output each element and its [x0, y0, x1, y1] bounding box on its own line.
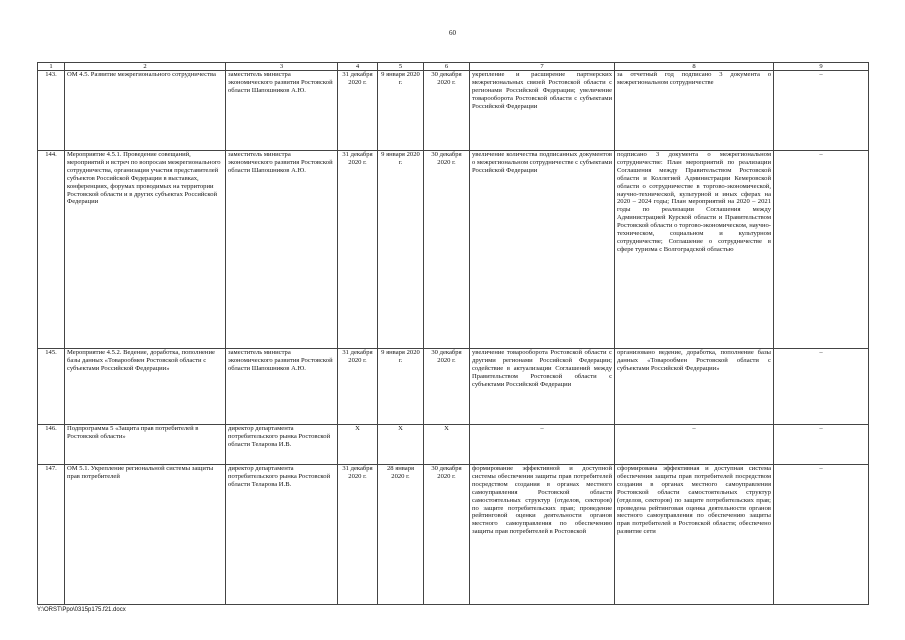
table-row	[38, 465, 869, 605]
row-name: Мероприятие 4.5.1. Проведение совещаний, мероприятий и встреч по вопросам межрегионального сотрудничества, организация участия представителей субъектов Российской Федерации в выставках, конференциях, форумах проводимых на территории Ростовской области и в других субъектах Российской Федерации	[65, 151, 226, 349]
column-header: 9	[774, 63, 869, 71]
row-note: –	[774, 71, 869, 151]
row-date-end: 30 декабря 2020 г.	[424, 71, 470, 151]
row-date-plan: 31 декабря 2020 г.	[338, 465, 378, 605]
row-note: –	[774, 151, 869, 349]
column-header: 7	[470, 63, 615, 71]
table-row	[38, 151, 869, 349]
row-result-plan: увеличение товарооборота Ростовской области с другими регионами Российской Федерации; содействие в актуализации Соглашений между Правительством Ростовской области с субъектами Российской Федерации	[470, 349, 615, 425]
row-date-start: 9 января 2020 г.	[378, 349, 424, 425]
table-row	[38, 425, 869, 465]
row-name: ОМ 5.1. Укрепление региональной системы защиты прав потребителей	[65, 465, 226, 605]
row-result-fact: подписано 3 документа о межрегиональном сотрудничестве: План мероприятий по реализации Соглашения между Правительством Ростовской области и Коллегией Администрации Кемеровской области о сотрудничестве в торгово-экономической, научно-технической, культурной и иных сферах на 2020 – 2024 годы; План мероприятий на 2020 – 2021 годы по реализации Соглашения между Администрацией Курской области и Правительством Ростовской области о торгово-экономическом, научно-техническом, социальном и культурном сотрудничестве; Соглашение о сотрудничестве в сфере туризма с Волгоградской областью	[615, 151, 774, 349]
table-row	[38, 349, 869, 425]
row-date-end: 30 декабря 2020 г.	[424, 151, 470, 349]
row-result-fact: за отчетный год подписано 3 документа о межрегиональном сотрудничестве	[615, 71, 774, 151]
row-note: –	[774, 349, 869, 425]
row-result-fact: организовано ведение, доработка, пополнение базы данных «Товарообмен Ростовской области с субъектами Российской Федерации»	[615, 349, 774, 425]
row-date-plan: 31 декабря 2020 г.	[338, 349, 378, 425]
row-date-end: 30 декабря 2020 г.	[424, 349, 470, 425]
row-number: 145.	[38, 349, 65, 425]
row-date-start: 9 января 2020 г.	[378, 71, 424, 151]
page-number: 60	[449, 29, 456, 37]
row-result-plan: укрепление и расширение партнерских межрегиональных связей Ростовской области с регионами Российской Федерации; увеличение товарооборота Ростовской области с субъектами Российской Федерации	[470, 71, 615, 151]
row-responsible: директор департамента потребительского рынка Ростовской области Теларова И.В.	[226, 465, 338, 605]
row-date-start: 28 января 2020 г.	[378, 465, 424, 605]
row-result-plan: увеличение количества подписанных документов о межрегиональном сотрудничестве с субъектами Российской Федерации	[470, 151, 615, 349]
row-date-end: X	[424, 425, 470, 465]
report-table	[37, 62, 869, 605]
column-header: 1	[38, 63, 65, 71]
row-result-plan: –	[470, 425, 615, 465]
column-header: 6	[424, 63, 470, 71]
row-number: 143.	[38, 71, 65, 151]
row-name: Подпрограмма 5 «Защита прав потребителей в Ростовской области»	[65, 425, 226, 465]
row-date-start: 9 января 2020 г.	[378, 151, 424, 349]
row-responsible: директор департамента потребительского рынка Ростовской области Теларова И.В.	[226, 425, 338, 465]
table-row	[38, 71, 869, 151]
column-header: 5	[378, 63, 424, 71]
column-header: 8	[615, 63, 774, 71]
row-note: –	[774, 465, 869, 605]
file-path-footer: Y:\ORST\Ppo\0315p175.f21.docx	[37, 607, 126, 613]
row-date-plan: 31 декабря 2020 г.	[338, 151, 378, 349]
row-responsible: заместитель министра экономического развития Ростовской области Шапошников А.Ю.	[226, 151, 338, 349]
row-name: Мероприятие 4.5.2. Ведение, доработка, пополнение базы данных «Товарообмен Ростовской области с субъектами Российской Федерации»	[65, 349, 226, 425]
row-result-fact: –	[615, 425, 774, 465]
row-date-plan: X	[338, 425, 378, 465]
row-number: 144.	[38, 151, 65, 349]
column-header: 2	[65, 63, 226, 71]
header-row	[38, 63, 869, 71]
row-number: 146.	[38, 425, 65, 465]
row-result-plan: формирование эффективной и доступной системы обеспечения защиты прав потребителей посредством создания в органах местного самоуправления Ростовской области самостоятельных структур (отделов, секторов) по защите потребительских прав; проведение рейтинговой оценки деятельности органов местного самоуправления по обеспечению защиты прав потребителей в Ростовской	[470, 465, 615, 605]
row-date-start: X	[378, 425, 424, 465]
row-date-end: 30 декабря 2020 г.	[424, 465, 470, 605]
row-date-plan: 31 декабря 2020 г.	[338, 71, 378, 151]
row-responsible: заместитель министра экономического развития Ростовской области Шапошников А.Ю.	[226, 349, 338, 425]
row-note: –	[774, 425, 869, 465]
column-header: 4	[338, 63, 378, 71]
row-number: 147.	[38, 465, 65, 605]
row-name: ОМ 4.5. Развитие межрегионального сотрудничества	[65, 71, 226, 151]
row-result-fact: сформирована эффективная и доступная система обеспечения защиты прав потребителей посредством создания в органах местного самоуправления Ростовской области самостоятельных структур (отделов, секторов) по защите потребительских прав; проведена рейтинговая оценка деятельности органов местного самоуправления по обеспечению защиты прав потребителей в Ростовской области; обеспечено развитие сети	[615, 465, 774, 605]
column-header: 3	[226, 63, 338, 71]
row-responsible: заместитель министра экономического развития Ростовской области Шапошников А.Ю.	[226, 71, 338, 151]
